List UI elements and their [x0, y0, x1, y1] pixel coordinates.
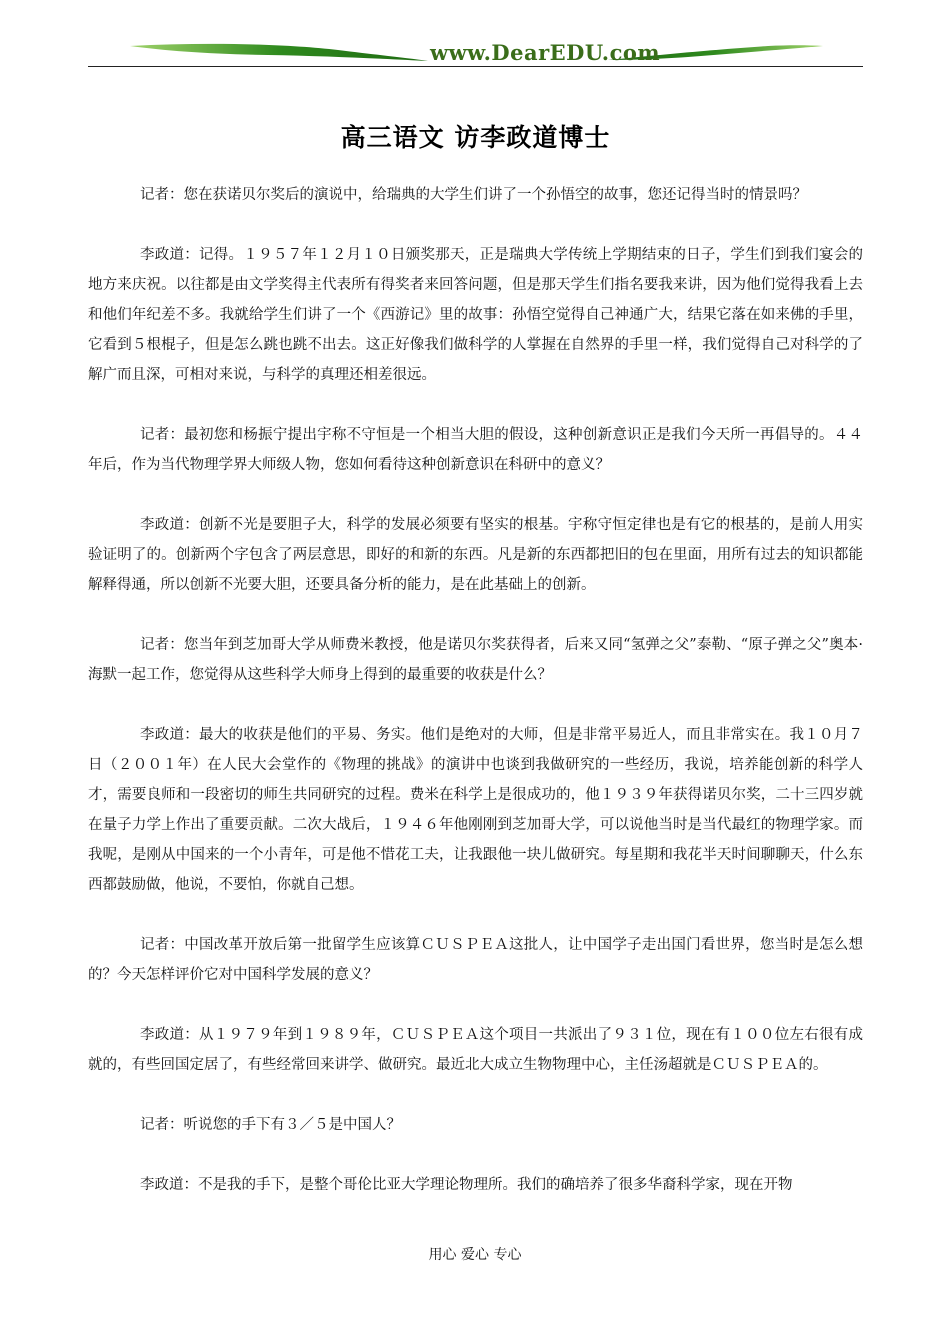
header-divider [88, 66, 863, 67]
document-body [88, 180, 863, 1230]
paragraph: 记者：最初您和杨振宁提出宇称不守恒是一个相当大胆的假设，这种创新意识正是我们今天所一再倡导的。４４年后，作为当代物理学界大师级人物，您如何看待这种创新意识在科研中的意义？ [88, 427, 863, 473]
paragraph: 李政道：不是我的手下，是整个哥伦比亚大学理论物理所。我们的确培养了很多华裔科学家，现在开物 [140, 1177, 793, 1193]
paragraph: 李政道：从１９７９年到１９８９年，ＣＵＳＰＥＡ这个项目一共派出了９３１位，现在有１００位左右很有成就的，有些回国定居了，有些经常回来讲学、做研究。最近北大成立生物物理中心，主任汤超就是ＣＵＳＰＥＡ的。 [88, 1027, 863, 1073]
paragraph: 记者：您当年到芝加哥大学从师费米教授，他是诺贝尔奖获得者，后来又同“氢弹之父”泰勒、“原子弹之父”奥本·海默一起工作，您觉得从这些科学大师身上得到的最重要的收获是什么？ [88, 637, 863, 683]
page-header [88, 36, 863, 70]
paragraph: 记者：听说您的手下有３／５是中国人？ [140, 1117, 401, 1133]
page-footer: 用心 爱心 专心 [428, 1247, 522, 1263]
document-title: 高三语文 访李政道博士 [340, 123, 611, 152]
paragraph: 李政道：创新不光是要胆子大，科学的发展必须要有坚实的根基。宇称守恒定律也是有它的根基的，是前人用实验证明了的。创新两个字包含了两层意思，即好的和新的东西。凡是新的东西都把旧的包在里面，用所有过去的知识都能解释得通，所以创新不光要大胆，还要具备分析的能力，是在此基础上的创新。 [88, 517, 863, 593]
site-logo-text: www.DearEDU.com [430, 40, 661, 65]
paragraph: 李政道：最大的收获是他们的平易、务实。他们是绝对的大师，但是非常平易近人，而且非常实在。我１０月７日（２００１年）在人民大会堂作的《物理的挑战》的演讲中也谈到我做研究的一些经历，我说，培养能创新的科学人才，需要良师和一段密切的师生共同研究的过程。费米在科学上是很成功的，他１９３９年获得诺贝尔奖，二十三四岁就在量子力学上作出了重要贡献。二次大战后，１９４６年他刚刚到芝加哥大学，可以说他当时是当代最红的物理学家。而我呢，是刚从中国来的一个小青年，可是他不惜花工夫，让我跟他一块儿做研究。每星期和我花半天时间聊聊天，什么东西都鼓励做，他说，不要怕，你就自己想。 [88, 727, 863, 893]
paragraph: 李政道：记得。１９５７年１２月１０日颁奖那天，正是瑞典大学传统上学期结束的日子，学生们到我们宴会的地方来庆祝。以往都是由文学奖得主代表所有得奖者来回答问题，但是那天学生们指名要我来讲，因为他们觉得我看上去和他们年纪差不多。我就给学生们讲了一个《西游记》里的故事：孙悟空觉得自己神通广大，结果它落在如来佛的手里，它看到５根棍子，但是怎么跳也跳不出去。这正好像我们做科学的人掌握在自然界的手里一样，我们觉得自己对科学的了解广而且深，可相对来说，与科学的真理还相差很远。 [88, 247, 863, 383]
paragraph: 记者：您在获诺贝尔奖后的演说中，给瑞典的大学生们讲了一个孙悟空的故事，您还记得当时的情景吗？ [140, 187, 807, 203]
paragraph: 记者：中国改革开放后第一批留学生应该算ＣＵＳＰＥＡ这批人，让中国学子走出国门看世界，您当时是怎么想的？今天怎样评价它对中国科学发展的意义？ [88, 937, 863, 983]
